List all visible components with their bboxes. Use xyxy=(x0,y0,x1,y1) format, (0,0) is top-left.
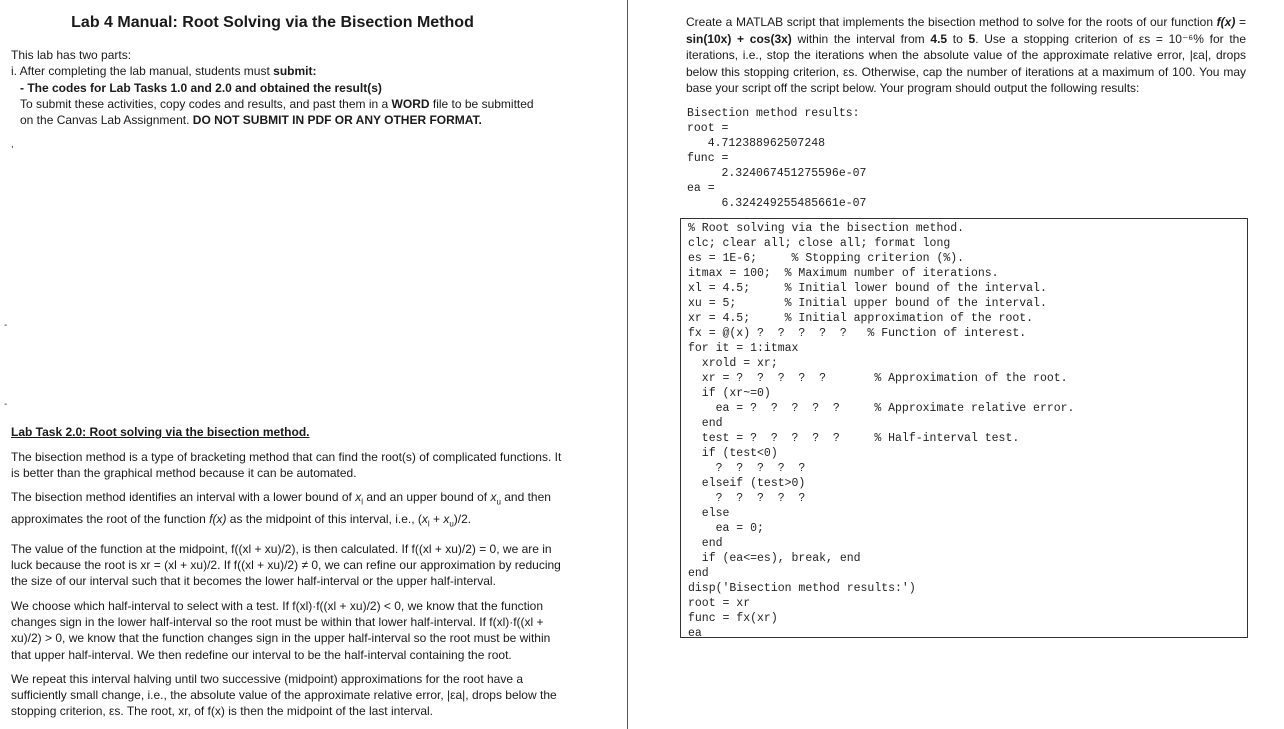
results-line: 2.324067451275596e-07 xyxy=(687,167,867,180)
p2-xl: x xyxy=(355,490,362,505)
p2-text-a: The bisection method identifies an interval with a lower bound of xyxy=(11,490,356,505)
intro-line-4-bold: WORD xyxy=(391,96,430,111)
p2-fx: f(x) xyxy=(209,512,227,527)
task-paragraph-4: We choose which half-interval to select with a test. If f(xl)·f((xl + xu)/2) < 0, we know that the function changes sign in the lower half-interval so the root must be within that lower half-interval. If f(xl)·f((xl + xu)/2) > 0, we know that the function changes sign in the upper half-interval so the root must be within that upper half-interval. We then redefine our interval to be the half-interval containing the root. xyxy=(11,598,551,662)
intro-line-1: This lab has two parts: xyxy=(11,48,132,62)
results-line: func = xyxy=(687,152,729,165)
right-page xyxy=(628,0,1284,729)
results-line: root = xyxy=(687,122,729,135)
p2-text-e: + xyxy=(429,512,444,527)
code-line: xr = 4.5; % Initial approximation of the root. xyxy=(688,312,1034,325)
results-line: Bisection method results: xyxy=(687,107,860,120)
expected-results xyxy=(687,106,1247,211)
code-line: ea = 0; xyxy=(688,522,764,535)
code-line: xr = ? ? ? ? ? % Approximation of the root. xyxy=(688,372,1068,385)
task-section xyxy=(11,424,571,728)
code-line: fx = @(x) ? ? ? ? ? % Function of interest. xyxy=(688,327,1027,340)
code-line: else xyxy=(688,507,730,520)
intro-line-3 xyxy=(11,80,571,96)
code-line: disp('Bisection method results:') xyxy=(688,582,916,595)
results-line: ea = xyxy=(687,182,715,195)
intro-line-4-b: file to be submitted xyxy=(429,96,534,111)
task-paragraph-3: The value of the function at the midpoint, f((xl + xu)/2), is then calculated. If f((xl + xu)/2) = 0, we are in luck because the root is xr = (xl + xu)/2. If f((xl + xu)/2) ≠ 0, we can refine our approximation by reducing the size of our interval such that it becomes the lower half-interval or the upper half-interval. xyxy=(11,541,561,589)
code-line: func = fx(xr) xyxy=(688,612,778,625)
stray-dash-mark-2: - xyxy=(4,399,8,410)
p2-u-sub-2: u xyxy=(449,519,454,529)
code-line: ? ? ? ? ? xyxy=(688,462,806,475)
code-line: if (ea<=es), break, end xyxy=(688,552,861,565)
instr-text-4: to xyxy=(947,31,969,46)
code-line: end xyxy=(688,567,709,580)
assignment-instructions xyxy=(686,14,1246,97)
instr-lower-bound: 4.5 xyxy=(930,31,948,46)
intro-line-2 xyxy=(11,63,571,79)
instr-text-5: . Use a stopping criterion of εs = 10⁻⁶% for the iterations, i.e., stop the iterations when the absolute value of the approximate relative error, |εa|, drops below this stopping criterion, εs. Otherwise, cap the number of iterations at a maximum of 100. You may base your script off the script below. Your program should output the following results: xyxy=(686,31,1247,96)
code-line: ea xyxy=(688,627,702,638)
intro-line-3-bold: - The codes for Lab Tasks 1.0 and 2.0 and obtained the result(s) xyxy=(20,80,382,95)
task-heading: Lab Task 2.0: Root solving via the bisection method. xyxy=(11,425,310,439)
p2-l-sub-2: l xyxy=(427,519,430,529)
task-paragraph-2 xyxy=(11,489,571,532)
matlab-code-box xyxy=(680,218,1248,638)
intro-line-2-text: i. After completing the lab manual, students must xyxy=(11,64,274,79)
p2-text-c: and then approximates the root of the function xyxy=(11,490,551,527)
p2-xl-2: x xyxy=(421,512,428,527)
intro-line-5-bold: DO NOT SUBMIT IN PDF OR ANY OTHER FORMAT. xyxy=(192,113,482,128)
code-line: ea = ? ? ? ? ? % Approximate relative error. xyxy=(688,402,1075,415)
p2-l-sub: l xyxy=(361,497,363,507)
code-line: for it = 1:itmax xyxy=(688,342,799,355)
intro-block xyxy=(11,47,571,128)
code-line: end xyxy=(688,417,723,430)
intro-line-2-bold: submit: xyxy=(273,64,317,79)
instr-fx: f(x) xyxy=(1216,15,1236,29)
intro-line-5-a: on the Canvas Lab Assignment. xyxy=(20,113,193,128)
code-line: elseif (test>0) xyxy=(688,477,806,490)
p2-text-d: as the midpoint of this interval, i.e., ( xyxy=(226,512,422,527)
instr-text-2: = xyxy=(1235,15,1246,29)
task-paragraph-5: We repeat this interval halving until two successive (midpoint) approximations for the root have a sufficiently small change, i.e., the absolute value of the approximate relative error, |εa|, drops below the stopping criterion, εs. The root, xr, of f(x) is then the midpoint of the last interval. xyxy=(11,671,557,719)
p2-xu: x xyxy=(490,490,497,505)
stray-comma-mark: , xyxy=(11,139,14,150)
intro-line-5 xyxy=(11,112,571,128)
instr-upper-bound: 5 xyxy=(968,31,976,46)
instr-text-1: Create a MATLAB script that implements the bisection method to solve for the roots of our function xyxy=(686,15,1217,29)
results-line: 4.712388962507248 xyxy=(687,137,826,150)
page-title: Lab 4 Manual: Root Solving via the Bisection Method xyxy=(71,14,474,31)
results-line: 6.324249255485661e-07 xyxy=(687,197,867,210)
code-line: xl = 4.5; % Initial lower bound of the interval. xyxy=(688,282,1047,295)
code-line: root = xr xyxy=(688,597,751,610)
instr-function: sin(10x) + cos(3x) xyxy=(686,31,792,46)
intro-line-4 xyxy=(11,96,571,112)
code-line: end xyxy=(688,537,723,550)
instr-text-3: within the interval from xyxy=(791,31,931,46)
p2-xu-2: x xyxy=(443,512,450,527)
left-page xyxy=(0,0,627,729)
intro-line-4-a: To submit these activities, copy codes and results, and past them in a xyxy=(20,96,392,111)
code-line: xu = 5; % Initial upper bound of the interval. xyxy=(688,297,1047,310)
code-line: es = 1E-6; % Stopping criterion (%). xyxy=(688,252,965,265)
code-line: clc; clear all; close all; format long xyxy=(688,237,951,250)
code-line: itmax = 100; % Maximum number of iterations. xyxy=(688,267,999,280)
stray-dash-mark-1: - xyxy=(4,320,8,331)
task-paragraph-1: The bisection method is a type of bracketing method that can find the root(s) of complicated functions. It is better than the graphical method because it can be automated. xyxy=(11,449,562,481)
code-line: if (test<0) xyxy=(688,447,778,460)
code-line: if (xr~=0) xyxy=(688,387,771,400)
code-line: % Root solving via the bisection method. xyxy=(688,222,965,235)
code-line: xrold = xr; xyxy=(688,357,778,370)
p2-u-sub: u xyxy=(496,497,501,507)
p2-text-b: and an upper bound of xyxy=(362,490,491,505)
code-line: test = ? ? ? ? ? % Half-interval test. xyxy=(688,432,1020,445)
code-line: ? ? ? ? ? xyxy=(688,492,806,505)
p2-text-g: )/2. xyxy=(453,512,472,527)
